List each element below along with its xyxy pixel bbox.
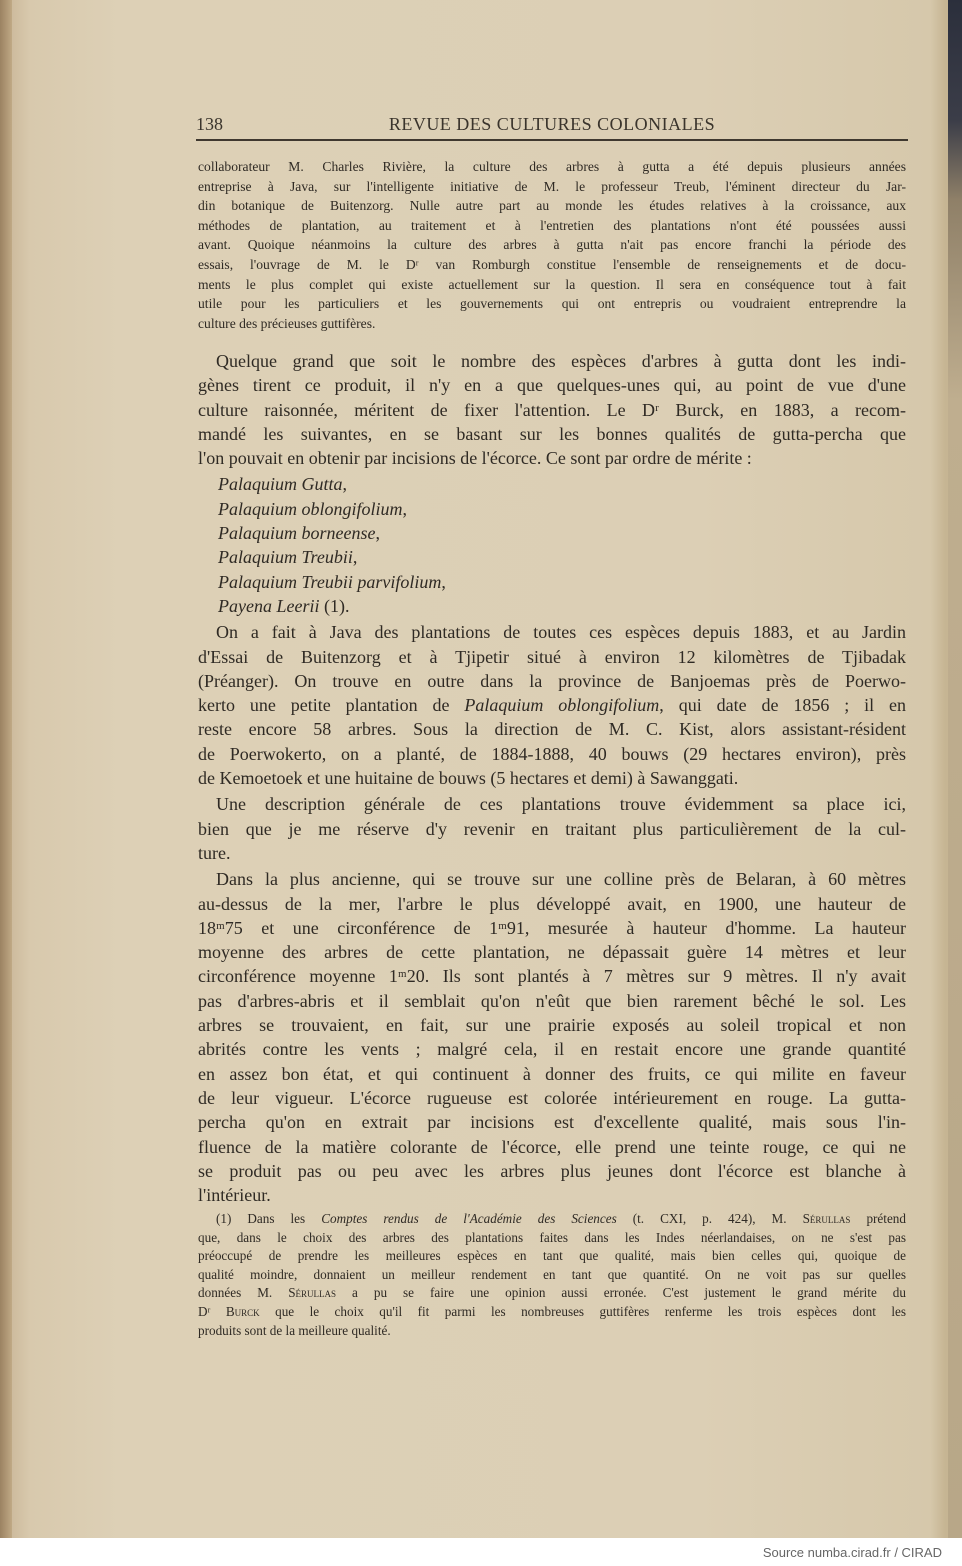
text-line xyxy=(198,235,906,255)
text-line xyxy=(198,157,906,177)
text-line xyxy=(198,294,906,314)
text-segment: 18ᵐ75 et une circonférence de 1ᵐ91, mesurée à hauteur d'homme. La hauteur xyxy=(198,917,906,938)
text-line xyxy=(198,398,906,422)
text-segment: collaborateur M. Charles Rivière, la culture des arbres à gutta a été depuis plusieurs années xyxy=(198,159,906,174)
text-line xyxy=(198,177,906,197)
text-segment: On a fait à Java des plantations de toutes ces espèces depuis 1883, et au Jardin xyxy=(216,622,906,643)
paragraph xyxy=(198,867,906,1207)
text-line xyxy=(198,1037,906,1061)
text-line xyxy=(198,216,906,236)
paragraph xyxy=(198,792,906,865)
text-line xyxy=(198,1110,906,1134)
text-segment: Dʳ xyxy=(198,1303,226,1319)
text-segment: données M. xyxy=(198,1285,289,1301)
intro-paragraph xyxy=(198,157,906,333)
text-segment: , qui date de 1856 ; il en xyxy=(659,695,907,716)
text-line xyxy=(198,472,906,496)
text-segment: (1). xyxy=(319,595,350,616)
text-segment: , xyxy=(402,498,407,519)
text-line xyxy=(198,497,906,521)
text-segment: Une description générale de ces plantations trouve évidemment sa place ici, xyxy=(216,794,906,815)
italic-text: Comptes rendus de l'Académie des Sciences xyxy=(321,1211,617,1226)
text-segment: kerto une petite plantation de xyxy=(198,695,465,716)
italic-text: Palaquium borneense xyxy=(218,523,376,544)
text-segment: méthodes de plantation, au traitement et à l'entretien des plantations n'ont été poussées aussi xyxy=(198,217,906,233)
text-segment: préoccupé de prendre les meilleures espèces en tant que qualité, mais bien celles qui, quoique de xyxy=(198,1248,906,1264)
italic-text: Palaquium oblongifolium xyxy=(218,498,403,519)
text-segment: ments le plus complet qui existe actuellement sur la question. Il sera en conséquence tout à fait xyxy=(198,276,906,292)
text-segment: gènes tirent ce produit, il n'y en a que quelques-unes qui, au point de vue d'une xyxy=(198,375,906,396)
text-segment: (t. CXI, p. 424), M. xyxy=(616,1211,803,1226)
text-line xyxy=(198,1159,906,1183)
text-line xyxy=(198,693,906,717)
italic-text: Palaquium Treubii xyxy=(218,547,353,568)
text-segment: , xyxy=(375,523,380,544)
text-line xyxy=(198,1303,906,1322)
text-line xyxy=(198,766,906,790)
text-segment: abrités contre les vents ; malgré cela, il en restait encore une grande quantité xyxy=(198,1039,906,1060)
text-line xyxy=(198,349,906,373)
text-line xyxy=(198,989,906,1013)
text-segment: din botanique de Buitenzorg. Nulle autre part au monde les études relatives à la croissance, aux xyxy=(198,198,906,214)
page-right-edge xyxy=(948,0,962,1538)
text-segment: culture raisonnée, méritent de fixer l'attention. Le Dʳ Burck, en 1883, a recom- xyxy=(198,399,906,420)
text-segment: mandé les suivantes, en se basant sur les bonnes qualités de gutta-percha que xyxy=(198,423,906,444)
text-line xyxy=(198,1266,906,1285)
text-segment: , xyxy=(342,474,347,495)
page-binding-edge xyxy=(0,0,12,1538)
text-line xyxy=(198,521,906,545)
small-caps-text: Sérullas xyxy=(802,1211,851,1226)
text-segment: produits sont de la meilleure qualité. xyxy=(198,1322,391,1338)
italic-text: Palaquium Gutta xyxy=(218,474,343,495)
text-line xyxy=(198,916,906,940)
text-line xyxy=(198,1229,906,1248)
text-line xyxy=(198,1062,906,1086)
text-segment: l'intérieur. xyxy=(198,1185,271,1206)
main-text xyxy=(198,349,906,1209)
species-list xyxy=(198,472,906,618)
text-segment: d'Essai de Buitenzorg et à Tjipetir situé à environ 12 kilomètres de Tjibadak xyxy=(198,646,906,667)
italic-text: Palaquium Treubii parvifolium xyxy=(218,571,442,592)
text-segment: qualité moindre, donnaient un meilleur rendement en tant que quantité. On ne voit pas sur quelles xyxy=(198,1266,906,1282)
text-line xyxy=(198,255,906,275)
text-line xyxy=(198,314,906,334)
text-line xyxy=(198,446,906,470)
text-segment: moyenne des arbres de cette plantation, ne dépassait guère 14 mètres et leur xyxy=(198,942,906,963)
text-line xyxy=(198,1284,906,1303)
text-line xyxy=(198,1322,906,1341)
text-segment: entreprise à Java, sur l'intelligente initiative de M. le professeur Treub, l'éminent directeur du Jar- xyxy=(198,178,906,194)
footnote xyxy=(198,1210,906,1340)
text-segment: culture des précieuses guttifères. xyxy=(198,315,376,331)
text-line xyxy=(198,545,906,569)
text-line xyxy=(198,742,906,766)
text-segment: arbres se trouvaient, en fait, sur une prairie exposés au soleil tropical et non xyxy=(198,1015,906,1036)
text-line xyxy=(198,1247,906,1266)
text-segment: l'on pouvait en obtenir par incisions de l'écorce. Ce sont par ordre de mérite : xyxy=(198,448,752,469)
text-line xyxy=(198,422,906,446)
text-line xyxy=(198,717,906,741)
text-line xyxy=(198,892,906,916)
text-line xyxy=(198,841,906,865)
text-line xyxy=(198,570,906,594)
text-segment: que, dans le choix des arbres des plantations faites dans les Indes néerlandaises, on ne s'est pas xyxy=(198,1229,906,1245)
text-segment: essais, l'ouvrage de M. le Dʳ van Romburgh constitue l'ensemble de renseignements et de docu- xyxy=(198,256,906,272)
text-segment: utile pour les particuliers et les gouvernements qui ont entrepris ou voudraient entreprendre la xyxy=(198,296,906,312)
text-line xyxy=(198,817,906,841)
text-line xyxy=(198,964,906,988)
text-segment: reste encore 58 arbres. Sous la direction de M. C. Kist, alors assistant-résident xyxy=(198,719,906,740)
text-line xyxy=(198,1086,906,1110)
small-caps-text: Sérullas xyxy=(288,1285,337,1301)
text-segment: que le choix qu'il fit parmi les nombreuses guttifères renferme les trois espèces dont les xyxy=(259,1303,907,1319)
text-segment: se produit pas ou peu avec les arbres plus jeunes dont l'écorce est blanche à xyxy=(198,1160,906,1181)
italic-text: Payena Leerii xyxy=(218,595,320,616)
text-line xyxy=(198,645,906,669)
text-segment: Quelque grand que soit le nombre des espèces d'arbres à gutta dont les indi- xyxy=(216,351,906,371)
page-header xyxy=(196,114,908,138)
text-segment: circonférence moyenne 1ᵐ20. Ils sont plantés à 7 mètres sur 9 mètres. Il n'y avait xyxy=(198,966,906,987)
text-segment: bien que je me réserve d'y revenir en traitant plus particulièrement de la cul- xyxy=(198,818,906,839)
text-line xyxy=(198,594,906,618)
italic-text: Palaquium oblongifolium xyxy=(464,695,660,716)
text-segment: de Kemoetoek et une huitaine de bouws (5 hectares et demi) à Sawanggati. xyxy=(198,768,739,789)
text-segment: fluence de la matière colorante de l'écorce, elle prend une teinte rouge, ce qui ne xyxy=(198,1136,906,1157)
running-title: REVUE DES CULTURES COLONIALES xyxy=(388,114,716,134)
text-line xyxy=(198,1210,906,1229)
text-line xyxy=(198,940,906,964)
text-segment: (Préanger). On trouve en outre dans la province de Banjoemas près de Poerwo- xyxy=(198,670,906,691)
text-segment: avant. Quoique néanmoins la culture des arbres à gutta n'ait pas encore franchi la période des xyxy=(198,237,906,253)
text-segment: de Poerwokerto, on a planté, de 1884-1888, 40 bouws (29 hectares environ), près xyxy=(198,743,906,764)
text-segment: a pu se faire une opinion aussi erronée. C'est justement le grand mérite du xyxy=(336,1285,906,1301)
text-segment: pas d'arbres-abris et il semblait qu'on n'eût que bien rarement bêché le sol. Les xyxy=(198,990,906,1011)
text-segment: ture. xyxy=(198,842,231,863)
paragraph xyxy=(198,349,906,470)
text-segment: percha qu'on en extrait par incisions est d'excellente qualité, mais sous l'in- xyxy=(198,1112,906,1133)
text-segment: en assez bon état, et qui continuent à donner des fruits, ce qui milite en faveur xyxy=(198,1063,906,1084)
text-line xyxy=(198,669,906,693)
page-number: 138 xyxy=(196,114,223,134)
paragraph xyxy=(198,620,906,790)
text-segment: (1) Dans les xyxy=(216,1211,322,1226)
text-line xyxy=(198,1135,906,1159)
text-segment: prétend xyxy=(850,1211,906,1226)
text-line xyxy=(198,792,906,816)
text-segment: Dans la plus ancienne, qui se trouve sur une colline près de Belaran, à 60 mètres xyxy=(216,869,906,890)
header-rule xyxy=(196,139,908,141)
text-line xyxy=(198,867,906,891)
text-line xyxy=(198,196,906,216)
text-segment: , xyxy=(352,547,358,568)
small-caps-text: Burck xyxy=(225,1303,260,1319)
text-segment: au-dessus de la mer, l'arbre le plus développé avait, en 1900, une hauteur de xyxy=(198,893,906,914)
source-credit: Source numba.cirad.fr / CIRAD xyxy=(762,1545,942,1560)
text-line xyxy=(198,1183,906,1207)
text-line xyxy=(198,373,906,397)
text-segment: , xyxy=(441,571,446,592)
text-line xyxy=(198,275,906,295)
text-line xyxy=(198,1013,906,1037)
text-segment: de leur vigueur. L'écorce rugueuse est colorée intérieurement en rouge. La gutta- xyxy=(198,1087,906,1108)
text-line xyxy=(198,620,906,644)
